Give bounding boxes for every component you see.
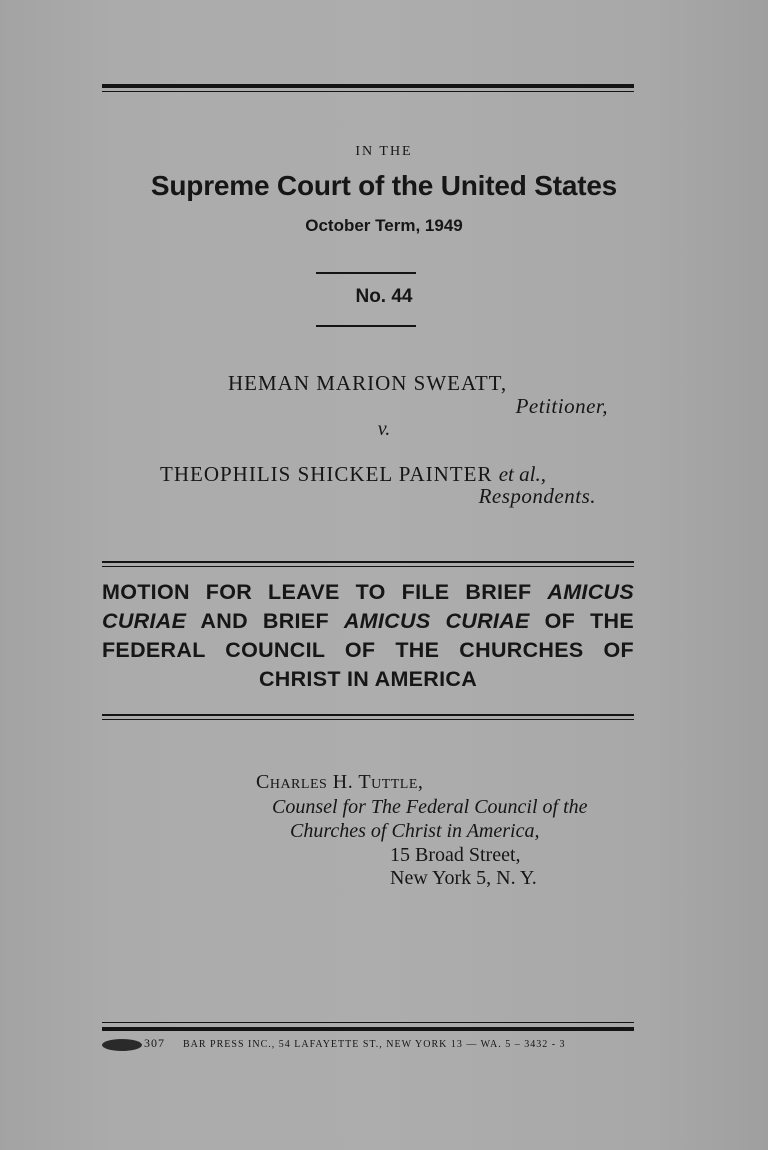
respondent-name: THEOPHILIS SHICKEL PAINTER [160, 462, 493, 486]
motion-amicus-1: AMICUS CURIAE [102, 580, 634, 633]
in-the-label: IN THE [355, 144, 413, 159]
counsel-role-line-2: Churches of Christ in America, [290, 820, 540, 842]
counsel-address-line-2: New York 5, N. Y. [390, 867, 537, 889]
docket-rule-bottom [316, 325, 416, 327]
lower-rule-2 [102, 719, 634, 720]
counsel-name: Charles H. Tuttle, [256, 771, 424, 793]
motion-text-2: AND BRIEF [186, 609, 344, 633]
petitioner-name: HEMAN MARION SWEATT, [228, 371, 508, 395]
motion-text-3: OF THE FEDERAL COUNCIL OF THE CHURCHES OF CHRIST IN AMERICA [102, 609, 634, 691]
motion-amicus-2: AMICUS CURIAE [343, 609, 530, 633]
petitioner-role: Petitioner, [515, 394, 608, 418]
mid-rule-1 [102, 561, 634, 563]
court-term: October Term, 1949 [305, 216, 463, 235]
respondent-etal: et al., [498, 462, 546, 486]
top-rule-thick [102, 84, 634, 88]
union-label-seal-icon [102, 1039, 142, 1051]
counsel-role-line-1: Counsel for The Federal Council of the [272, 796, 588, 818]
footer-rule-thin [102, 1022, 634, 1023]
top-rule-thin [102, 91, 634, 92]
printer-imprint [102, 1036, 634, 1051]
respondent-role: Respondents. [478, 484, 596, 508]
motion-title [102, 578, 634, 694]
docket-number: No. 44 [355, 286, 413, 307]
printer-name: BAR PRESS INC., 54 LAFAYETTE ST., NEW YORK 13 — WA. 5 – 3432 - 3 [183, 1039, 566, 1050]
docket-rule-top [316, 272, 416, 274]
footer-rule-thick [102, 1027, 634, 1031]
job-number: 307 [144, 1036, 165, 1050]
lower-rule-1 [102, 714, 634, 716]
court-name: Supreme Court of the United States [150, 170, 618, 201]
versus: v. [377, 418, 391, 440]
mid-rule-2 [102, 566, 634, 567]
motion-text-1: MOTION FOR LEAVE TO FILE BRIEF [102, 580, 548, 604]
counsel-address-line-1: 15 Broad Street, [390, 844, 521, 866]
